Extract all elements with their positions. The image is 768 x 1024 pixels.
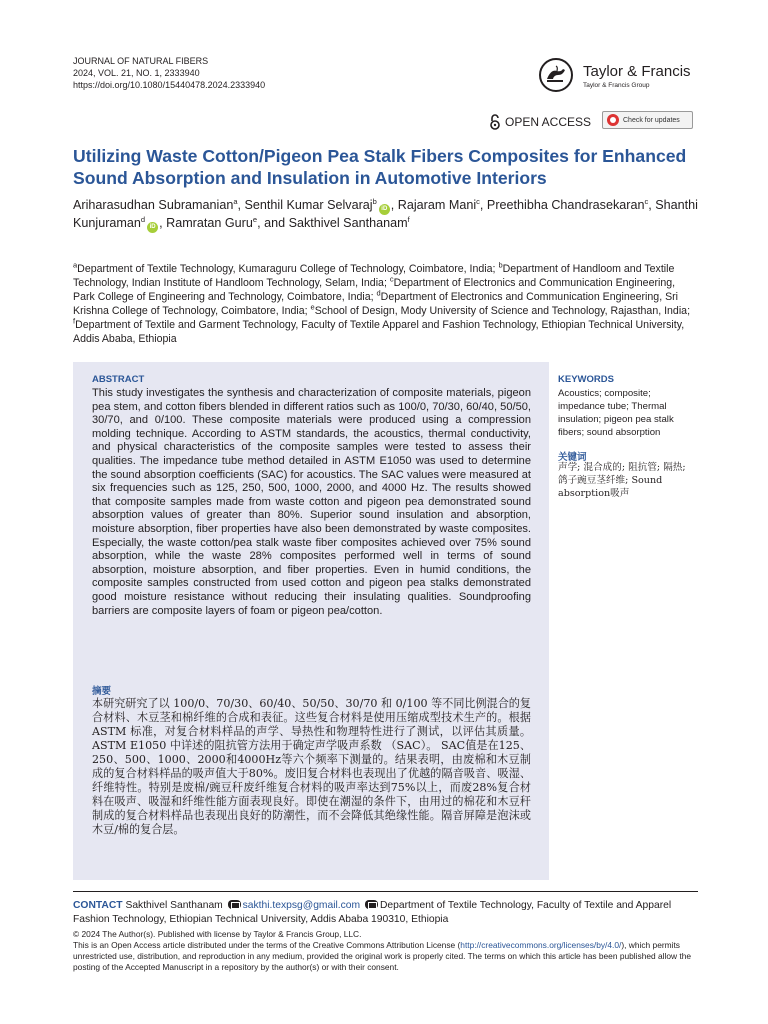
- tf-lamp-icon: [539, 58, 573, 92]
- author-name: Sakthivel Santhanam: [288, 216, 408, 230]
- open-access-badge: [489, 114, 591, 130]
- article-title: Utilizing Waste Cotton/Pigeon Pea Stalk Fibers Composites for Enhanced Sound Absorption and Insulation in Automotive Interiors: [73, 146, 687, 188]
- affiliation-mark: f: [73, 316, 76, 326]
- abstract-zh-text: 本研究研究了以 100/0、70/30、60/40、50/50、30/70 和 0/100 等不同比例混合的复合材料、木豆茎和棉纤维的合成和表征。这些复合材料是使用压缩成型技术生产的。根据 ASTM 标准，对复合材料样品的声学、导热性和物理特性进行了测试，以评估其质量。 ASTM E1050 中详述的阻抗管方法用于确定声学吸声系数 （SAC）。 SAC值是在125、250、500、1000、2000和4000Hz等六个频率下测量的。结果表明，由废棉和木豆制成的复合材料样品的吸声值大于80%。废旧复合材料也表现出了优越的隔音吸音、吸湿、纤维特性。特别是废棉/豌豆秆废纤维复合材料的吸声率达到75%以上，而废28%复合材料在吸声、吸湿和纤维性能方面表现良好。即使在潮湿的条件下，由用过的棉花和木豆秆制成的复合材料样品也表现出良好的防潮性，而不会降低其绝缘性能。隔音屏障是泡沫或木豆/棉的复合层。: [92, 697, 531, 836]
- affiliation-text: Department of Textile Technology, Kumaraguru College of Technology, Coimbatore, India;: [77, 263, 496, 275]
- keywords-zh-label: 关键词: [558, 452, 587, 463]
- affiliation-text: Department of Electronics and Communication Engineering, Park College of Engineering and Technology, Coimbatore, India;: [73, 277, 676, 303]
- open-lock-icon: [489, 114, 501, 130]
- keywords-text: Acoustics; composite; impedance tube; Thermal insulation; pigeon pea stalk fibers; sound absorption: [558, 388, 674, 438]
- license-text-after: ), which permits unrestricted use, distribution, and reproduction in any medium, provided the original work is properly cited. The terms on which this article has been published allow the posting of the Accepted Manuscript in a repository by the author(s) or with their consent.: [73, 940, 692, 972]
- email-icon: [228, 900, 241, 909]
- contact-label: CONTACT: [73, 900, 123, 911]
- journal-name: JOURNAL OF NATURAL FIBERS: [73, 56, 209, 66]
- affiliations: [73, 262, 698, 346]
- affiliation-mark: b: [498, 260, 503, 270]
- author-affiliation-mark: b: [372, 196, 377, 206]
- contact-name: Sakthivel Santhanam: [125, 900, 223, 911]
- footer-divider: [73, 891, 698, 892]
- affiliation-text: Department of Electronics and Communication Engineering, Sri Krishna College of Technology, Coimbatore, India;: [73, 291, 679, 317]
- journal-volume: 2024, VOL. 21, NO. 1, 2333940: [73, 68, 200, 78]
- publisher-group: Taylor & Francis Group: [583, 82, 650, 89]
- author-affiliation-mark: d: [140, 214, 146, 224]
- author-name: Ramratan Guru: [166, 216, 253, 230]
- journal-header: [73, 55, 265, 91]
- abstract-label: ABSTRACT: [92, 374, 145, 385]
- orcid-icon[interactable]: iD: [379, 204, 390, 215]
- author-name: Preethibha Chandrasekaran: [486, 198, 645, 212]
- license-text: [73, 940, 698, 973]
- author-name: Shanthi Kunjuraman: [73, 198, 698, 230]
- keywords-zh-text: 声学; 混合成的; 阻抗管; 隔热; 鸽子豌豆茎纤维; Sound absorption吸声: [558, 462, 686, 499]
- license-link[interactable]: http://creativecommons.org/licenses/by/4.0/: [460, 940, 622, 950]
- affiliation-mark: c: [389, 274, 394, 284]
- publisher-logo[interactable]: [539, 58, 699, 94]
- affiliation-text: Department of Textile and Garment Technology, Faculty of Textile Apparel and Fashion Technology, Ethiopian Technical University, Addis Ababa, Ethiopia: [73, 319, 685, 345]
- author-affiliation-mark: e: [252, 214, 258, 224]
- author-name: Rajaram Mani: [397, 198, 477, 212]
- open-access-label: OPEN ACCESS: [505, 115, 592, 129]
- author-affiliation-mark: c: [644, 196, 649, 206]
- check-updates-button[interactable]: [602, 111, 693, 129]
- affiliation-text: Department of Handloom and Textile Technology, Indian Institute of Handloom Technology, Selam, India;: [73, 263, 675, 289]
- keywords-label: KEYWORDS: [558, 374, 614, 385]
- check-updates-label: Check for updates: [623, 116, 680, 124]
- affiliation-text: School of Design, Mody University of Science and Technology, Rajasthan, India;: [314, 305, 691, 317]
- affiliation-mark: d: [376, 288, 381, 298]
- publisher-name: Taylor & Francis: [583, 63, 691, 80]
- check-updates-icon: [607, 114, 619, 126]
- contact-email-link[interactable]: sakthi.texpsg@gmail.com: [242, 900, 361, 911]
- author-name: Ariharasudhan Subramanian: [73, 198, 234, 212]
- author-list: Ariharasudhan Subramanian$^a$, Senthil Kumar Selvaraj$^b$iD , Rajaram Mani$^c$, Preethibha Chandrasekaran$^c$, Shanthi Kunjuraman$^d$iD , Ramratan Guru$^e$, and Sakthivel Santhanam$^f$: [73, 197, 703, 233]
- journal-doi[interactable]: https://doi.org/10.1080/15440478.2024.2333940: [73, 80, 266, 90]
- license-info: [73, 929, 698, 973]
- copyright-line: © 2024 The Author(s). Published with license by Taylor & Francis Group, LLC.: [73, 929, 362, 939]
- author-name: Senthil Kumar Selvaraj: [244, 198, 373, 212]
- abstract-zh-label: 摘要: [92, 686, 112, 697]
- license-text-before: This is an Open Access article distributed under the terms of the Creative Commons Attribution License (: [73, 940, 461, 950]
- orcid-icon[interactable]: iD: [147, 222, 158, 233]
- affiliation-mark: e: [310, 302, 315, 312]
- contact-info: [73, 899, 698, 927]
- author-affiliation-mark: a: [233, 196, 238, 206]
- contact-address: Department of Textile Technology, Faculty of Textile and Apparel Fashion Technology, Ethiopian Technical University, Addis Ababa 190310, Ethiopia: [73, 900, 672, 925]
- author-affiliation-mark: c: [476, 196, 480, 206]
- affiliation-mark: a: [73, 260, 78, 270]
- abstract-text: This study investigates the synthesis and characterization of composite materials, pigeon pea stem, and cotton fibers blended in different ratios such as 100/0, 70/30, 60/40, 50/50, 30/70, and 0/100. These composite materials were produced using a compression molding technique. According to ASTM standards, the acoustics, thermal conductivity, and physical characteristics of the composite samples were tested to assess their qualities. The impedance tube method detailed in ASTM E1050 was used to determine the sound absorption coefficients (SAC) for acoustics. The SAC values were measured at six frequencies such as 125, 250, 500, 1000, 2000, and 4000 Hz. The results showed that composite samples made from waste cotton and pigeon pea demonstrated sound absorption values of greater than 80%. Superior sound insulation and absorption, moisture absorption, fiber properties have also been demonstrated by waste composites. Especially, the waste cotton/pea stalk waste fiber composites achieved over 75% sound absorption, while the waste 28% composites performed well in terms of sound absorption, moisture absorption, and fiber properties. Even in humid conditions, the composite samples constructed from used cotton and pigeon pea stalks demonstrated good moisture resistance without reducing their insulating qualities. Soundproofing barriers are composite layers of foam or pigeon pea/cotton.: [92, 387, 531, 617]
- address-icon: [365, 900, 378, 909]
- author-affiliation-mark: f: [407, 214, 410, 224]
